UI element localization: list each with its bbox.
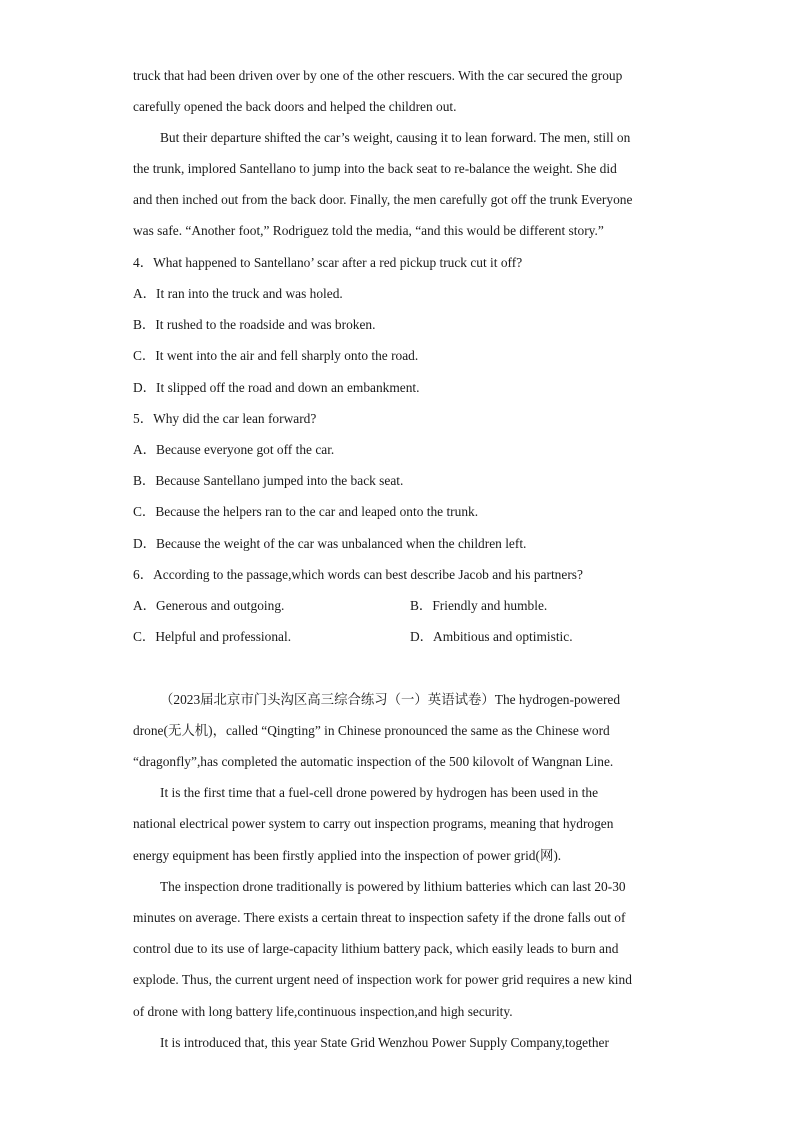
question-6-option-d: D．Ambitious and optimistic.	[410, 629, 573, 644]
question-6-option-a: A．Generous and outgoing.	[133, 598, 285, 613]
question-4-option-d: D．It slipped off the road and down an embankment.	[133, 380, 420, 395]
new-passage-line: explode. Thus, the current urgent need of inspection work for power grid requires a new kind	[133, 972, 632, 987]
passage-line: was safe. “Another foot,” Rodriguez told the media, “and this would be different story.”	[133, 223, 604, 238]
passage-line: carefully opened the back doors and helped the children out.	[133, 99, 457, 114]
new-passage-line: control due to its use of large-capacity lithium battery pack, which easily leads to burn and	[133, 941, 619, 956]
question-4-option-c: C．It went into the air and fell sharply onto the road.	[133, 348, 419, 363]
question-4-option-a: A．It ran into the truck and was holed.	[133, 286, 343, 301]
passage-line: the trunk, implored Santellano to jump into the back seat to re-balance the weight. She did	[133, 161, 617, 176]
new-passage-line: minutes on average. There exists a certain threat to inspection safety if the drone falls out of	[133, 910, 626, 925]
new-passage-line: It is introduced that, this year State Grid Wenzhou Power Supply Company,together	[160, 1035, 609, 1050]
new-passage-line: drone(无人机)，called “Qingting” in Chinese pronounced the same as the Chinese word	[133, 723, 610, 738]
new-passage-source-line: （2023届北京市门头沟区高三综合练习（一）英语试卷）The hydrogen-powered	[160, 692, 621, 707]
passage-line: truck that had been driven over by one of the other rescuers. With the car secured the group	[133, 68, 623, 83]
question-4-option-b: B．It rushed to the roadside and was broken.	[133, 317, 376, 332]
new-passage-line: national electrical power system to carry out inspection programs, meaning that hydrogen	[133, 816, 614, 831]
question-5-option-d: D．Because the weight of the car was unbalanced when the children left.	[133, 536, 527, 551]
question-5-option-a: A．Because everyone got off the car.	[133, 442, 335, 457]
new-passage-line: of drone with long battery life,continuous inspection,and high security.	[133, 1004, 513, 1019]
passage-line: But their departure shifted the car’s weight, causing it to lean forward. The men, still on	[160, 130, 631, 145]
new-passage-line: “dragonfly”,has completed the automatic inspection of the 500 kilovolt of Wangnan Line.	[133, 754, 614, 769]
question-5-option-b: B．Because Santellano jumped into the back seat.	[133, 473, 404, 488]
new-passage-line: energy equipment has been firstly applied into the inspection of power grid(网).	[133, 848, 562, 863]
question-4-stem: 4．What happened to Santellano’ scar after a red pickup truck cut it off?	[133, 255, 523, 270]
question-6-option-b: B．Friendly and humble.	[410, 598, 548, 613]
question-6-option-c: C．Helpful and professional.	[133, 629, 292, 644]
new-passage-line: The inspection drone traditionally is powered by lithium batteries which can last 20-30	[160, 879, 626, 894]
question-6-stem: 6．According to the passage,which words can best describe Jacob and his partners?	[133, 567, 583, 582]
new-passage-line: It is the first time that a fuel-cell drone powered by hydrogen has been used in the	[160, 785, 599, 800]
question-5-stem: 5．Why did the car lean forward?	[133, 411, 317, 426]
passage-line: and then inched out from the back door. Finally, the men carefully got off the trunk Everyone	[133, 192, 633, 207]
question-5-option-c: C．Because the helpers ran to the car and leaped onto the trunk.	[133, 504, 479, 519]
